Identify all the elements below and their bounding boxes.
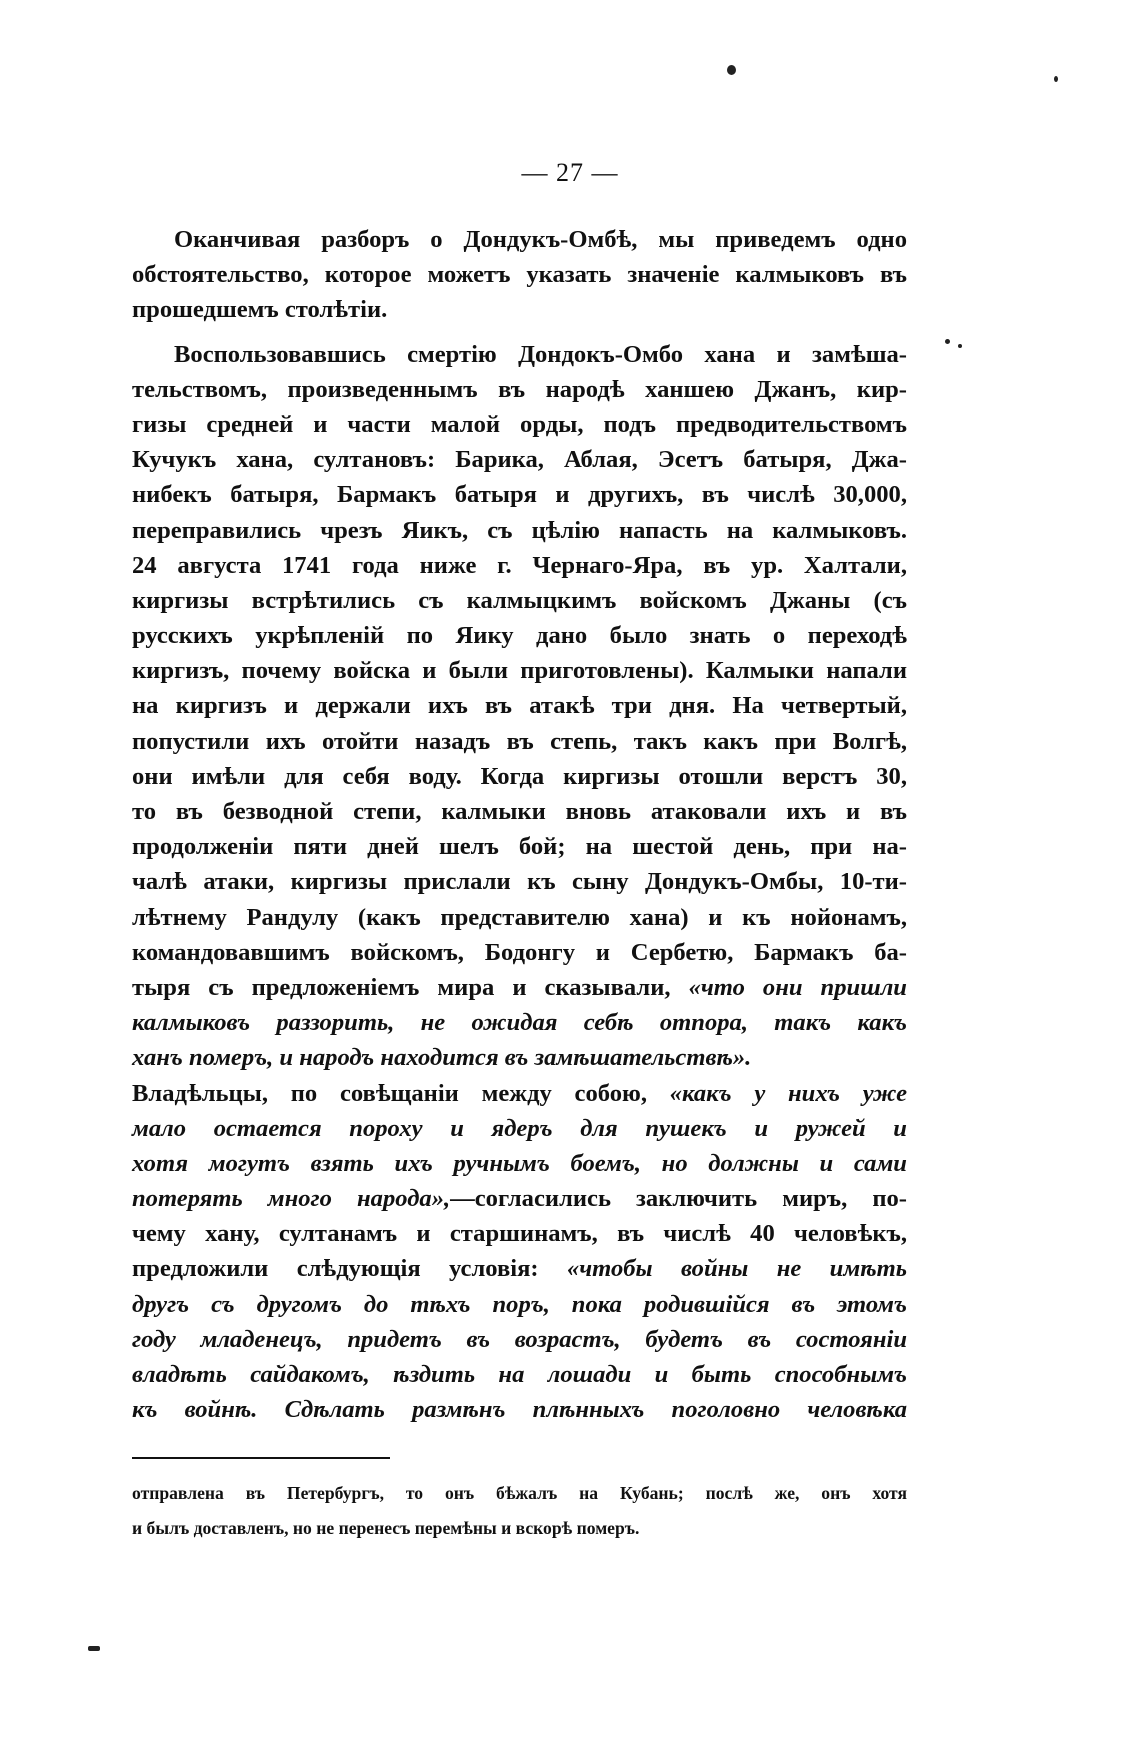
text-line: то въ безводной степи, калмыки вновь атаковали ихъ и въ [132,798,907,825]
quote-line: году младенецъ, придетъ въ возрастъ, будетъ въ состояніи [132,1325,907,1353]
main-text [132,222,907,1427]
quote-line: калмыковъ раззорить, не ожидая себѣ отпора, такъ какъ [132,1009,907,1037]
text-line [132,1251,907,1286]
scan-speck [727,65,736,75]
text-line: тельствомъ, произведеннымъ въ народѣ ханшею Джанъ, кир- [132,375,907,403]
footnote-divider [132,1457,390,1459]
page-number: — 27 — [521,158,619,187]
quote-span: «какъ у нихъ уже [669,1079,908,1107]
scan-speck [945,339,950,344]
footnote-line: отправлена въ Петербургъ, то онъ бѣжалъ на Кубань; послѣ же, онъ хотя [132,1483,907,1503]
text-line: киргизъ, почему войска и были приготовлены). Калмыки напали [132,657,907,685]
quote-span: потерять много народа», [132,1185,451,1213]
text-line: Оканчивая разборъ о Дондукъ-Омбѣ, мы приведемъ одно [174,226,907,253]
text-line: 24 августа 1741 года ниже г. Чернаго-Яра, въ ур. Халтали, [132,551,907,579]
text-line: они имѣли для себя воду. Когда киргизы отошли верстъ 30, [132,762,907,790]
scan-speck [88,1646,100,1651]
text-line: лѣтнему Рандулу (какъ представителю хана) и къ нойонамъ, [132,903,907,931]
quote-line: другъ съ другомъ до тѣхъ поръ, пока родившійся въ этомъ [132,1290,907,1318]
text-line: на киргизъ и держали ихъ въ атакѣ три дня. На четвертый, [132,692,907,720]
text-line: переправились чрезъ Яикъ, съ цѣлію напасть на калмыковъ. [132,516,907,544]
quote-line: мало остается пороху и ядеръ для пушекъ и ружей и [132,1114,907,1142]
text-span: предложили слѣдующія условія: [132,1255,539,1283]
text-line [132,1076,907,1111]
quote-span: «что они пришли [688,973,907,1001]
text-line: продолженіи пяти дней шелъ бой; на шестой день, при на- [132,833,907,861]
quote-span: «чтобы войны не имѣть [566,1255,907,1283]
text-line: гизы средней и части малой орды, подъ предводительствомъ [132,410,907,438]
quote-line: къ войнѣ. Сдѣлать размѣнъ плѣнныхъ поголовно человѣка [132,1396,907,1424]
scan-speck [958,344,962,348]
text-line: чалѣ атаки, киргизы прислали къ сыну Дондукъ-Омбы, 10-ти- [132,868,907,896]
text-line: нибекъ батыря, Бармакъ батыря и другихъ, въ числѣ 30,000, [132,481,907,509]
text-span: Владѣльцы, по совѣщаніи между собою, [132,1079,647,1107]
text-line [132,1181,907,1216]
text-span: —согласились заключить миръ, по- [450,1185,907,1213]
text-line: попустили ихъ отойти назадъ въ степь, такъ какъ при Волгѣ, [132,727,907,755]
footnote-line: и былъ доставленъ, но не перенесъ перемѣны и вскорѣ померъ. [132,1518,640,1539]
text-line: киргизы встрѣтились съ калмыцкимъ войскомъ Джаны (съ [132,586,907,614]
text-line: чему хану, султанамъ и старшинамъ, въ числѣ 40 человѣкъ, [132,1220,907,1248]
text-line: русскихъ укрѣпленій по Яику дано было знать о переходѣ [132,622,907,650]
footnote [132,1478,907,1548]
scan-speck [1054,76,1058,82]
text-line: Кучукъ хана, султановъ: Барика, Аблая, Эсетъ батыря, Джа- [132,446,907,474]
text-line: обстоятельство, которое можетъ указать значеніе калмыковъ въ [132,261,907,289]
text-line: прошедшемъ столѣтіи. [132,296,388,324]
text-line: Воспользовавшись смертію Дондокъ-Омбо хана и замѣша- [174,340,907,368]
text-span: тыря съ предложеніемъ мира и сказывали, [132,973,671,1001]
text-line: командовавшимъ войскомъ, Бодонгу и Сербетю, Бармакъ ба- [132,938,907,966]
quote-line: ханъ померъ, и народъ находится въ замѣшательствѣ». [132,1044,752,1072]
quote-line: владѣть сайдакомъ, ѣздить на лошади и быть способнымъ [132,1361,907,1388]
quote-line: хотя могутъ взять ихъ ручнымъ боемъ, но должны и сами [132,1149,907,1177]
text-line [132,970,907,1005]
